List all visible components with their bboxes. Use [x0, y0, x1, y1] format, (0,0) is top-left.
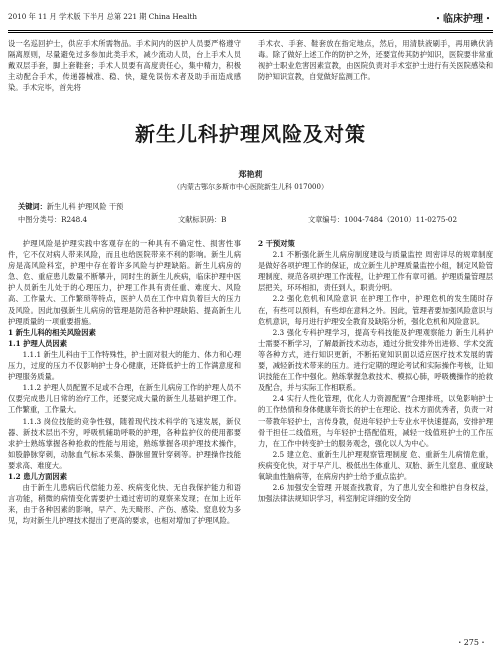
body-left-column	[8, 238, 241, 638]
article-id: 文章编号：1004-7484（2010）11-0275-02	[308, 215, 458, 224]
page-header	[8, 10, 493, 26]
clc-number: 中图分类号：R248.4	[18, 215, 88, 224]
paragraph: 1.1.2 护理人员配置不足或不合理，在新生儿病房工作的护理人员不仅要完成患儿日常的治疗工作，还要完成大量的新生儿基础护理工作。工作繁重，工作量大。	[8, 383, 241, 415]
keywords-line	[18, 202, 123, 212]
section-label: ・临床护理・	[433, 14, 493, 25]
classification-line	[18, 215, 483, 227]
prev-article-right-column	[258, 38, 493, 108]
paragraph: 1.1.3 岗位技能的竞争性强，随着现代技术科学的飞速发展，新仪器、新技术层出不穷，呼吸机辅助呼吸的护理，各种监护仪的使用都要求护士熟练掌握各种抢救的性能与用途，熟练掌握各项护理技术操作，如股静脉穿刺，动脉血气标本采集、静脉留置针穿刺等。护理操作技能要求高、难度大。	[8, 416, 241, 470]
paragraph: 2.5 建立危、重新生儿护理观察管理制度 危、重新生儿病情危重，疾病变化快，对于早产儿、极低出生体重儿、双胎、新生儿窒息、重度缺氧缺血性脑病等，在病房内护士给予重点监护。	[258, 449, 493, 481]
section-heading: 1 新生儿科的相关风险因素	[8, 327, 96, 337]
paragraph: 1.1.1 新生儿科由于工作特殊性，护士面对很大的能力、体力和心理压力，过度的压力不仅影响护士身心健康，还降低护士的工作满意度和护理服务质量。	[8, 349, 241, 382]
affiliation: （内蒙古鄂尔多斯市中心医院新生儿科 017000）	[173, 183, 328, 191]
prev-article-left-column	[8, 38, 241, 108]
author: 郑艳莉	[238, 169, 263, 179]
section-heading: 1.2 患儿方面因素	[8, 471, 68, 481]
paragraph: 2.3 强化专科护理学习，提高专科技能及护理观察能力 新生儿科护士需要不断学习，了解最新技术动态，通过分批安排外出进修、学术交流等各种方式，进行知识更新，不断拓宽知识面以适应医疗技术发展的需要，减轻新技术带来的压力。进行定期的理论考试和实际操作考核，让知识技能在工作中强化。熟练掌握急救技术、模拟心肺，呼吸機操作的抢救及配合，并与实际工作相联系。	[258, 327, 493, 393]
section-heading: 2 干预对策	[258, 239, 295, 248]
paragraph: 2.4 实行人性化管理，优化人力资源配置”合理排班，以兔影响护士的工作热情和身体健康年资长的护士在理论、技术方面优秀者，负责一对一带教年轻护士，言传身教，促进年轻护士专业水平快速提高，安排护理骨干担任二线值班，与年轻护士搭配值班，减轻一线值班护士的工作压力，在工作中转变护士的服务观念，强化以人为中心。	[258, 394, 493, 448]
document-code: 文献标识码：B	[178, 215, 227, 224]
keywords: 新生儿科 护理风险 干预	[46, 202, 124, 211]
prev-article-text-left: 设一名巡回护士，供应手术所需物品。手术间内的医护人员要严格遵守隔离原则，尽量避免过多参加此类手术，减少流动人员，台上手术人员戴双层手套，脚上套鞋套；手术人员要有高度责任心，集中精力，积极主动配合手术，传递器械准、稳、快，避免误伤术者及助手而造成感染。手术完毕，首先将	[8, 39, 241, 93]
header-rule	[8, 30, 493, 31]
paragraph: 由于新生儿患病后代偿能力差、疾病变化快、无自我保护能力和语言功能，稍微的病情变化需要护士通过密切的观察来发现；在加上近年来，由于各种因素的影响，早产、先天畸形、产伤、感染、窒息较为多见，均对新生儿护理技术提出了更高的要求，也相对增加了护理风险。	[8, 483, 241, 526]
paragraph: 护理风险是护理实践中客观存在的一种具有不确定性、损害性事件，它不仅对病人带来风险，而且也给医院带来不利的影响。新生儿病房是高风险科室，护理中存在着许多风险与护理缺陷。新生儿病房的急、危、重症患儿数量不断攀升，同时生的新生儿疾病，临床护理中医护人员新生儿处于的心理压力，护理工作具有责任重、难度大、风险高、工作量大、工作繁琐等特点，医护人员在工作中肩负着巨大的压力及风险。因此加强新生儿病房的管理是防范各种护理缺陷、提高新生儿护理质量的一项重要措施。	[8, 239, 241, 326]
header-rule-thin	[8, 32, 493, 33]
paragraph: 2.1 不断强化新生儿病房制度建设与质量监控 周密详尽的规章制度是做好各项护理工作的保证，成立新生儿护理质量监控小组，制定风险管理制度、规范各项护理工作流程，让护理工作有章可循。护理质量管理层层把关，环环相扣，责任到人，职责分明。	[258, 250, 493, 293]
journal-line: 2010 年 11 月 学术版 下半月 总第 221 期 China Health	[8, 12, 198, 21]
prev-article-text-right: 手术衣、手套、鞋套放在指定地点，然后，用清肤液刷手，再用碘伏消毒。除了做好上述工作的防护之外，还要宣传其防护知识，医院要非常重视护士职业危害因素宣教，由医院负责对手术室护士进行有关医院感染和防护知识宣教，自觉做好监测工作。	[258, 39, 493, 82]
page-number: ・275・	[455, 638, 487, 647]
article-title: 新生儿科护理风险及对策	[135, 122, 366, 146]
section-heading: 1.1 护理人员因素	[8, 338, 68, 348]
paragraph: 2.2 强化危机和风险意识 在护理工作中，护理危机的发生随时存在，有些可以预料，有些却在意料之外。因此，管理者要加强风险意识与危机意识，每月进行护理安全教育及缺陷分析，强化危机和风险意识。	[258, 294, 493, 326]
body-right-column	[258, 238, 493, 638]
keywords-label: 关键词：	[18, 202, 47, 211]
paragraph: 2.6 加强安全管理 开展查找教育，为了患儿安全和维护自身权益，加强法律法规知识学习，科室制定详细的安全防	[258, 483, 493, 504]
